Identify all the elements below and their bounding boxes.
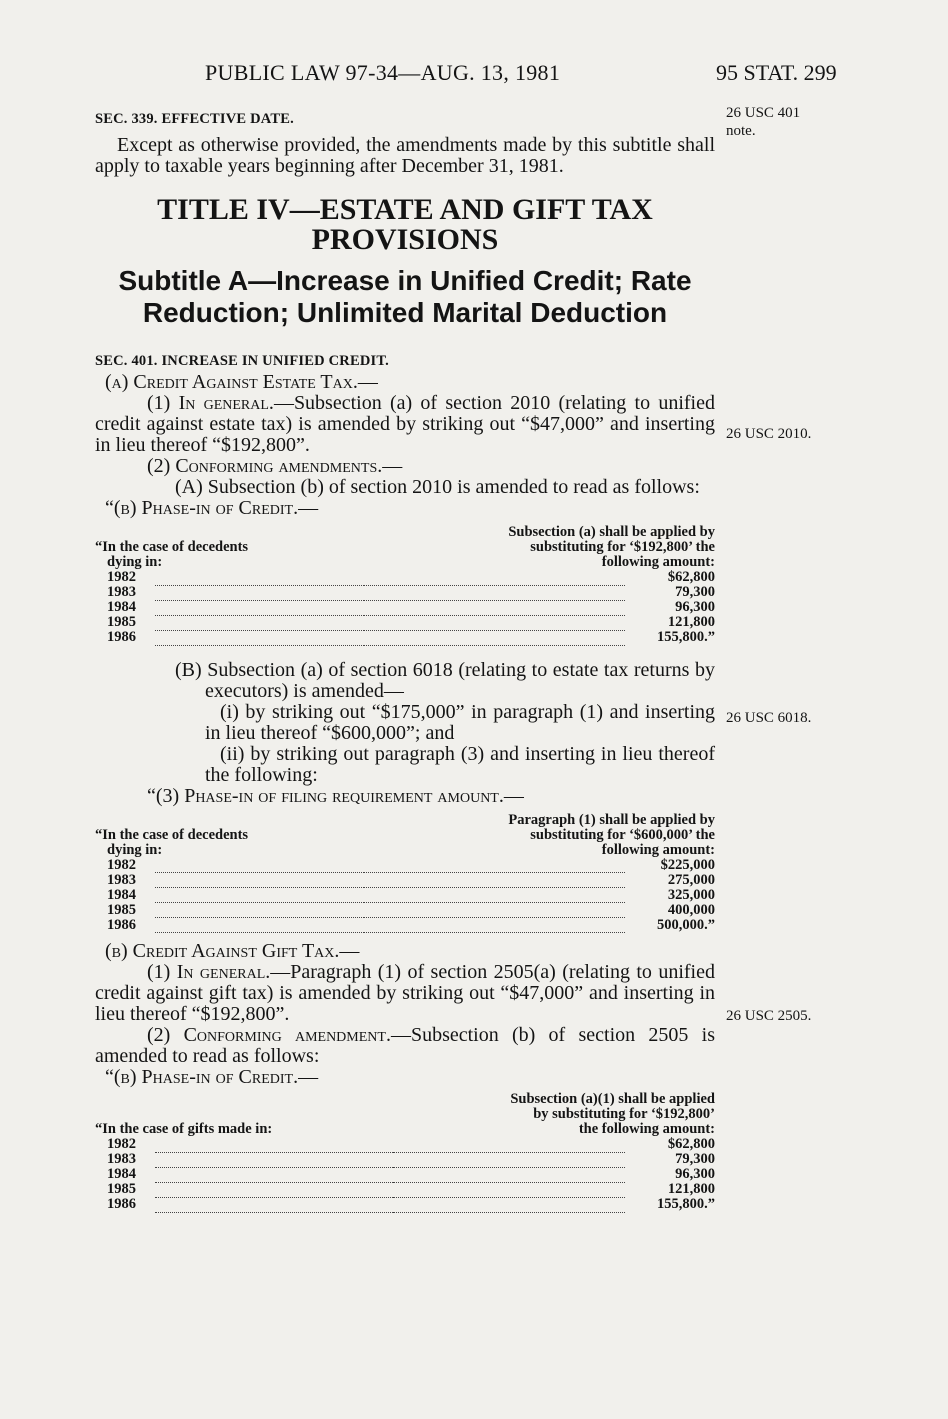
schedule-right-header-line: following amount: xyxy=(601,841,715,858)
schedule-left-header xyxy=(95,525,364,570)
sec401-a1-text: —Subsection (a) of section 2010 (relating to unified credit against estate tax) is amended by striking out “$47,000” and inserting in lieu thereof “$192,800”. xyxy=(95,392,715,456)
leader-dots xyxy=(155,585,625,600)
phase-in-schedule-estate-credit xyxy=(95,525,715,646)
leader-dots xyxy=(155,903,625,918)
table-row xyxy=(95,570,715,585)
amount-cell: $225,000 xyxy=(660,856,715,873)
subtitle-a-line2: Reduction; Unlimited Marital Deduction xyxy=(142,297,668,328)
schedule-left-header-line: “In the case of gifts made in: xyxy=(95,1121,273,1137)
year-cell: 1984 xyxy=(107,599,136,615)
table-row xyxy=(95,1197,715,1212)
table-row xyxy=(95,585,715,600)
sec401-b1-paragraph xyxy=(95,962,715,1025)
subtitle-a-line1: Subtitle A—Increase in Unified Credit; Rate xyxy=(118,265,692,296)
table-row xyxy=(95,918,715,933)
year-cell: 1984 xyxy=(107,886,136,903)
schedule-right-header-line: Subsection (a) shall be applied by xyxy=(508,524,715,540)
leader-dots xyxy=(155,1167,625,1182)
leader-dots xyxy=(155,570,625,585)
leader-dots xyxy=(155,1197,625,1212)
amount-cell: $62,800 xyxy=(667,1136,715,1152)
year-cell: 1983 xyxy=(107,871,136,888)
amount-cell: 121,800 xyxy=(667,614,715,630)
table-row xyxy=(95,615,715,630)
sec401-b2-text: —Subsection (b) of section 2505 is amended to read as follows: xyxy=(95,1024,715,1067)
year-cell: 1983 xyxy=(107,1151,136,1167)
year-cell: 1984 xyxy=(107,1166,136,1182)
table-row xyxy=(95,1152,715,1167)
schedule-left-header xyxy=(95,1092,393,1137)
sec401-heading: SEC. 401. INCREASE IN UNIFIED CREDIT. xyxy=(95,353,389,369)
table-row xyxy=(95,1182,715,1197)
leader-dots xyxy=(155,918,625,933)
sec339-text: Except as otherwise provided, the amendments made by this subtitle shall apply to taxable years beginning after December 31, 1981. xyxy=(95,134,715,177)
year-cell: 1982 xyxy=(107,856,136,873)
schedule-right-header-line: Subsection (a)(1) shall be applied xyxy=(510,1091,715,1107)
amount-cell: 121,800 xyxy=(667,1181,715,1197)
sec401-b1-text: —Paragraph (1) of section 2505(a) (relating to unified credit against gift tax) is amended by striking out “$47,000” and inserting in lieu thereof “$192,800”. xyxy=(95,961,715,1025)
year-cell: 1985 xyxy=(107,1181,136,1197)
table-row xyxy=(95,1137,715,1152)
leader-dots xyxy=(155,1152,625,1167)
table-row xyxy=(95,888,715,903)
running-header-law: PUBLIC LAW 97-34—AUG. 13, 1981 xyxy=(205,60,561,85)
schedule-left-header-line: dying in: xyxy=(107,841,163,858)
amount-cell: 500,000.” xyxy=(657,916,715,933)
schedule-right-header-line: Paragraph (1) shall be applied by xyxy=(508,811,715,828)
margin-note-line: note. xyxy=(726,123,756,139)
amount-cell: 275,000 xyxy=(667,871,715,888)
sec339-heading: SEC. 339. EFFECTIVE DATE. xyxy=(95,111,294,127)
subtitle-a-heading xyxy=(95,265,715,329)
schedule-left-header xyxy=(95,813,364,858)
sec401-b2-paragraph xyxy=(95,1025,715,1067)
year-cell: 1982 xyxy=(107,1136,136,1152)
amount-cell: 400,000 xyxy=(667,901,715,918)
schedule-right-header xyxy=(393,1092,715,1137)
sec401-b-heading: (b) Credit Against Gift Tax.— xyxy=(105,940,360,962)
sec401-b2-label: (2) Conforming amendment. xyxy=(147,1024,391,1046)
phase-in-schedule-gift-credit xyxy=(95,1092,715,1213)
schedule-right-header-line: substituting for ‘$600,000’ the xyxy=(530,826,715,843)
amount-cell: 79,300 xyxy=(675,584,715,600)
table-row xyxy=(95,873,715,888)
amount-cell: $62,800 xyxy=(667,569,715,585)
amount-cell: 79,300 xyxy=(675,1151,715,1167)
title-iv-line1: TITLE IV—ESTATE AND GIFT TAX xyxy=(157,193,653,226)
schedule-right-header xyxy=(364,813,715,858)
schedule-left-header-line: “In the case of decedents xyxy=(95,539,249,555)
year-cell: 1985 xyxy=(107,901,136,918)
title-iv-heading xyxy=(95,195,715,255)
table-row xyxy=(95,858,715,873)
schedule-left-header-line: “In the case of decedents xyxy=(95,826,249,843)
leader-dots xyxy=(155,1182,625,1197)
amount-cell: 96,300 xyxy=(675,1166,715,1182)
leader-dots xyxy=(155,873,625,888)
phase-in-schedule-filing-requirement xyxy=(95,813,715,934)
leader-dots xyxy=(155,600,625,615)
margin-note-line: 26 USC 401 xyxy=(726,105,801,121)
table-row xyxy=(95,630,715,645)
main-column xyxy=(95,100,715,1213)
sec401-a1-label: (1) In general. xyxy=(147,392,274,414)
year-cell: 1982 xyxy=(107,569,136,585)
table-row xyxy=(95,1167,715,1182)
sec401-b2-phase-in-heading: “(b) Phase-in of Credit.— xyxy=(105,1066,319,1088)
year-cell: 1985 xyxy=(107,614,136,630)
year-cell: 1986 xyxy=(107,916,136,933)
schedule-right-header-line: following amount: xyxy=(601,554,715,570)
margin-note-26usc2010: 26 USC 2010. xyxy=(726,426,812,442)
sec401-phase3-heading: “(3) Phase-in of filing requirement amount.— xyxy=(147,784,524,807)
margin-note-26usc401 xyxy=(726,104,800,140)
leader-dots xyxy=(155,858,625,873)
schedule-right-header-line: by substituting for ‘$192,800’ xyxy=(533,1106,715,1122)
schedule-right-header-line: the following amount: xyxy=(578,1121,715,1137)
year-cell: 1986 xyxy=(107,629,136,645)
sec401-a2Bii-text: (ii) by striking out paragraph (3) and inserting in lieu thereof the following: xyxy=(205,742,715,786)
sec401-a2-heading: (2) Conforming amendments.— xyxy=(147,455,403,477)
leader-dots xyxy=(155,630,625,645)
schedule-right-header-line: substituting for ‘$192,800’ the xyxy=(530,539,715,555)
title-iv-line2: PROVISIONS xyxy=(311,223,499,256)
amount-cell: 155,800.” xyxy=(657,629,715,645)
table-row xyxy=(95,600,715,615)
sec401-a2A-text: (A) Subsection (b) of section 2010 is amended to read as follows: xyxy=(175,476,700,498)
sec401-a-heading: (a) Credit Against Estate Tax.— xyxy=(105,371,378,393)
leader-dots xyxy=(155,888,625,903)
schedule-left-header-line: dying in: xyxy=(107,554,163,570)
leader-dots xyxy=(155,615,625,630)
sec401-a2Bi-text: (i) by striking out “$175,000” in paragraph (1) and inserting in lieu thereof “$600,000”; and xyxy=(205,700,715,744)
year-cell: 1986 xyxy=(107,1196,136,1212)
running-header-stat: 95 STAT. 299 xyxy=(716,60,837,85)
sec401-a2B-text: (B) Subsection (a) of section 6018 (relating to estate tax returns by executors) is amended— xyxy=(175,658,715,702)
sec401-a1-paragraph xyxy=(95,393,715,456)
table-row xyxy=(95,903,715,918)
margin-note-26usc2505: 26 USC 2505. xyxy=(726,1008,812,1024)
amount-cell: 155,800.” xyxy=(657,1196,715,1212)
sec401-b1-label: (1) In general. xyxy=(147,961,271,983)
schedule-right-header xyxy=(364,525,716,570)
sec401-phase-in-heading: “(b) Phase-in of Credit.— xyxy=(105,497,319,519)
year-cell: 1983 xyxy=(107,584,136,600)
leader-dots xyxy=(155,1137,625,1152)
margin-note-26usc6018: 26 USC 6018. xyxy=(726,710,812,726)
amount-cell: 96,300 xyxy=(675,599,715,615)
amount-cell: 325,000 xyxy=(667,886,715,903)
